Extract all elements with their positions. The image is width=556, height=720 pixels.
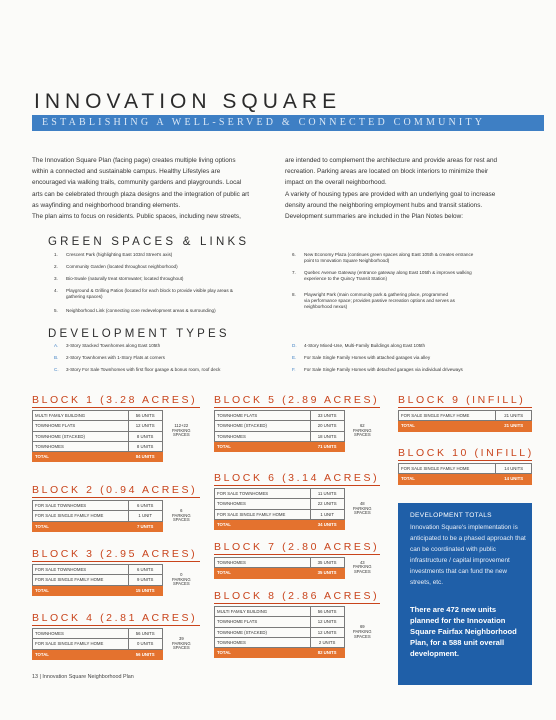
development-totals-box [398, 503, 532, 685]
item-text: Playground & Grilling Patios (located for each block to provide visible play areas & [66, 288, 233, 293]
block-4-table [32, 628, 200, 660]
item-text: Quebec Avenue Gateway (entrance gateway along East 105th & improves walking [304, 270, 472, 275]
block-7-rule [214, 554, 380, 555]
unit-type: FOR SALE SINGLE FAMILY HOME [399, 464, 496, 474]
unit-type: MULTI FAMILY BUILDING [33, 411, 129, 421]
dev-type-item [54, 343, 160, 348]
unit-count: 21 UNITS [496, 411, 532, 421]
item-number: 4. [54, 288, 58, 293]
block-10-title: BLOCK 10 (INFILL) [398, 447, 534, 459]
unit-count: 56 UNITS [128, 411, 162, 421]
unit-count: 18 UNITS [310, 431, 344, 441]
total-label: TOTAL [33, 521, 129, 531]
unit-count: 35 UNITS [310, 558, 344, 568]
unit-count: 1 UNIT [128, 511, 162, 521]
dev-type-letter: D. [292, 343, 297, 348]
dev-type-item [54, 367, 220, 372]
total-count: 56 UNITS [128, 649, 162, 659]
table-row [399, 411, 532, 421]
unit-type: FOR SALE SINGLE FAMILY HOME [33, 639, 129, 649]
item-text: point to Innovation Square Neighborhood) [304, 258, 390, 263]
subtitle-text: ESTABLISHING A WELL-SERVED & CONNECTED COMMUNITY [42, 117, 486, 128]
total-label: TOTAL [215, 648, 311, 658]
parking-label: PARKING [353, 628, 372, 634]
dev-type-text: For Sale Single Family Homes with detached garages via individual driveways [304, 367, 463, 372]
parking-spaces [344, 411, 380, 452]
table-row [33, 565, 201, 575]
dev-type-item [292, 367, 463, 372]
block-4-rule [32, 625, 200, 626]
parking-label: PARKING [172, 512, 191, 518]
total-count: 15 UNITS [128, 585, 162, 595]
block-6-rule [214, 485, 380, 486]
item-number: 7. [292, 270, 296, 275]
total-label: TOTAL [33, 585, 129, 595]
parking-count: 43 [359, 559, 365, 565]
development-totals-heading: DEVELOPMENT TOTALS [410, 512, 492, 519]
item-number: 2. [54, 264, 58, 269]
total-label: TOTAL [215, 441, 311, 451]
dev-type-text: 3-Story For Sale Townhomes with first floor garage & bonus room, roof deck [66, 367, 221, 372]
parking-spaces [162, 565, 200, 596]
unit-count: 0 UNITS [128, 639, 162, 649]
block-7-table [214, 557, 380, 579]
parking-label: PARKING [353, 505, 372, 511]
intro-line: The Innovation Square Plan (facing page) creates multiple living options [32, 157, 236, 164]
dev-type-item [292, 343, 425, 348]
block-9-title: BLOCK 9 (INFILL) [398, 394, 526, 406]
total-label: TOTAL [399, 474, 496, 484]
unit-count: 11 UNITS [310, 489, 344, 499]
parking-count: 0 [180, 571, 183, 577]
green-spaces-heading: GREEN SPACES & LINKS [48, 236, 250, 248]
table-row [215, 558, 381, 568]
unit-type: MULTI FAMILY BUILDING [215, 607, 311, 617]
block-3-rule [32, 561, 200, 562]
parking-label: SPACES [353, 432, 371, 438]
green-item [54, 308, 284, 316]
unit-count: 9 UNITS [128, 575, 162, 585]
dev-type-text: 3-Story Stacked Townhomes along East 105th [66, 343, 161, 348]
unit-type: TOWNHOMES [215, 637, 311, 647]
parking-spaces [344, 607, 380, 658]
parking-count: 62 [359, 422, 365, 428]
parking-label: SPACES [172, 581, 190, 587]
intro-line: within a connected and sustainable campus. Healthy Lifestyles are [32, 168, 221, 176]
intro-left [32, 155, 272, 222]
item-text: Playwright Park (main community park & gathering place, programmed [304, 292, 448, 297]
unit-count: 8 UNITS [128, 431, 162, 441]
development-totals-highlight: There are 472 new units planned for the Innovation Square Fairfax Neighborhood Plan, for a 588 unit overall development. [410, 605, 517, 658]
unit-type: TOWNHOME FLATS [33, 421, 129, 431]
parking-count: 69 [359, 624, 365, 630]
total-label: TOTAL [33, 649, 129, 659]
parking-spaces [344, 489, 380, 530]
unit-type: FOR SALE TOWNHOMES [215, 489, 311, 499]
intro-line: arts can be celebrated through plaza designs and the integration of public art [32, 190, 250, 198]
unit-count: 6 UNITS [128, 565, 162, 575]
block-7-title: BLOCK 7 (2.80 ACRES) [214, 541, 380, 553]
subtitle-banner [32, 115, 544, 131]
unit-type: FOR SALE TOWNHOMES [33, 565, 129, 575]
block-9-rule [398, 407, 532, 408]
intro-line: impact on the overall neighborhood. [285, 179, 387, 187]
dev-type-item [54, 355, 165, 360]
dev-type-letter: C. [54, 367, 59, 372]
dev-type-letter: F. [292, 367, 296, 372]
item-text: Bio-Swale (naturally treat stormwater; located throughout) [66, 276, 184, 281]
parking-spaces [162, 501, 200, 532]
block-1-rule [32, 407, 200, 408]
block-2-rule [32, 497, 200, 498]
total-label: TOTAL [215, 519, 311, 529]
parking-spaces [162, 411, 200, 452]
green-item [54, 276, 284, 284]
block-8-title: BLOCK 8 (2.86 ACRES) [214, 590, 380, 602]
unit-type: FOR SALE SINGLE FAMILY HOME [215, 509, 311, 519]
unit-count: 12 UNITS [310, 617, 344, 627]
dev-type-item [292, 355, 430, 360]
block-10-table [398, 463, 532, 485]
item-text: New Economy Plaza (continues green spaces along East 105th & creates entrance [304, 252, 474, 257]
unit-type: TOWNHOME (STACKED) [215, 421, 311, 431]
parking-label: SPACES [353, 510, 371, 516]
intro-line: The plan aims to focus on residents. Public spaces, including new streets, [32, 213, 241, 221]
item-number: 1. [54, 252, 58, 257]
dev-type-letter: E. [292, 355, 297, 360]
unit-count: 20 UNITS [310, 421, 344, 431]
green-item [54, 252, 284, 260]
intro-line: Development summaries are included in the Plan Notes below: [285, 213, 463, 221]
dev-type-letter: A. [54, 343, 59, 348]
item-number: 6. [292, 252, 296, 257]
development-totals-body: Innovation Square's implementation is anticipated to be a phased approach that can be coordinated with public infrastructure / capital improvement investments that can fund the new streets, etc. [410, 524, 526, 586]
parking-label: PARKING [353, 564, 372, 570]
item-number: 8. [292, 292, 296, 297]
unit-type: FOR SALE SINGLE FAMILY HOME [33, 575, 129, 585]
item-text: Neighborhood Link (connecting core redevelopment areas & surrounding) [66, 308, 216, 313]
item-text: Crescent Park (highlighting East 103rd Street's axis) [66, 252, 173, 257]
table-row [33, 501, 201, 511]
parking-label: PARKING [172, 427, 191, 433]
total-count: 7 UNITS [128, 521, 162, 531]
intro-right [285, 155, 535, 222]
block-5-table [214, 410, 380, 452]
unit-type: TOWNHOME FLATS [215, 411, 311, 421]
dev-type-text: For Sale Single Family Homes with attached garages via alley [304, 355, 431, 360]
parking-spaces [344, 558, 380, 579]
parking-label: SPACES [353, 633, 371, 639]
dev-type-text: 4-Story Mixed-Use, Multi-Family Buildings along East 105th [304, 343, 426, 348]
unit-type: TOWNHOMES [215, 558, 311, 568]
block-10-rule [398, 460, 532, 461]
unit-type: TOWNHOMES [33, 629, 129, 639]
table-row [215, 411, 381, 421]
total-label: TOTAL [215, 568, 311, 578]
green-item [292, 252, 532, 266]
green-item [54, 288, 284, 302]
block-5-rule [214, 407, 380, 408]
item-number: 5. [54, 308, 58, 313]
parking-label: SPACES [172, 645, 190, 651]
block-8-table [214, 606, 380, 658]
parking-label: PARKING [172, 640, 191, 646]
block-5-title: BLOCK 5 (2.89 ACRES) [214, 394, 380, 406]
total-count: 34 UNITS [310, 519, 344, 529]
unit-count: 2 UNITS [310, 637, 344, 647]
block-2-table [32, 500, 200, 532]
unit-count: 1 UNIT [310, 509, 344, 519]
item-number: 3. [54, 276, 58, 281]
parking-spaces [162, 629, 200, 660]
total-label: TOTAL [399, 421, 496, 431]
total-label: TOTAL [33, 452, 129, 462]
total-count: 35 UNITS [310, 568, 344, 578]
block-6-table [214, 488, 380, 530]
item-text: experience to the Quincy Transit Station) [304, 276, 387, 281]
block-1-table [32, 410, 200, 462]
intro-line: encouraged via walking trails, community gardens and playgrounds. Local [32, 179, 242, 187]
green-item [292, 292, 532, 312]
block-4-title: BLOCK 4 (2.81 ACRES) [32, 612, 198, 624]
block-6-title: BLOCK 6 (3.14 ACRES) [214, 472, 380, 484]
intro-line: density around the neighboring employment hubs and transit stations. [285, 201, 483, 209]
table-row [399, 464, 532, 474]
parking-count: 112+22 [174, 422, 189, 428]
parking-label: SPACES [172, 517, 190, 523]
unit-type: TOWNHOMES [215, 431, 311, 441]
total-count: 84 UNITS [128, 452, 162, 462]
parking-count: 6 [180, 507, 183, 513]
unit-type: FOR SALE SINGLE FAMILY HOME [33, 511, 129, 521]
total-count: 14 UNITS [496, 474, 532, 484]
item-text: gathering spaces) [66, 294, 103, 299]
unit-type: FOR SALE TOWNHOMES [33, 501, 129, 511]
total-count: 82 UNITS [310, 648, 344, 658]
block-3-title: BLOCK 3 (2.95 ACRES) [32, 548, 198, 560]
total-row [399, 474, 532, 484]
item-text: via performance space; provides passive recreation options and serves as [304, 298, 455, 303]
unit-count: 56 UNITS [128, 629, 162, 639]
parking-label: SPACES [172, 432, 190, 438]
total-row [33, 452, 201, 462]
dev-type-text: 2-Story Townhomes with 1-Story Flats at corners [66, 355, 165, 360]
unit-type: TOWNHOMES [215, 499, 311, 509]
item-text: neighborhood nexus) [304, 304, 348, 309]
intro-line: A variety of housing types are provided with an underlying goal to increase [285, 190, 496, 198]
total-count: 21 UNITS [496, 421, 532, 431]
table-row [215, 489, 381, 499]
development-types-heading: DEVELOPMENT TYPES [48, 328, 230, 340]
spacer [162, 452, 200, 462]
unit-type: TOWNHOME FLATS [215, 617, 311, 627]
unit-count: 12 UNITS [310, 627, 344, 637]
unit-type: TOWNHOME (STACKED) [215, 627, 311, 637]
green-item [292, 270, 532, 284]
green-item [54, 264, 284, 272]
unit-count: 8 UNITS [128, 441, 162, 451]
parking-label: PARKING [172, 576, 191, 582]
table-row [33, 629, 201, 639]
unit-count: 14 UNITS [496, 464, 532, 474]
intro-line: as wayfinding and neighborhood branding elements. [32, 201, 181, 209]
unit-type: TOWNHOME (STACKED) [33, 431, 129, 441]
unit-count: 6 UNITS [128, 501, 162, 511]
block-9-table [398, 410, 532, 432]
block-1-title: BLOCK 1 (3.28 ACRES) [32, 394, 198, 406]
parking-label: PARKING [353, 427, 372, 433]
unit-count: 33 UNITS [310, 411, 344, 421]
unit-type: TOWNHOMES [33, 441, 129, 451]
unit-type: FOR SALE SINGLE FAMILY HOME [399, 411, 496, 421]
dev-type-letter: B. [54, 355, 59, 360]
block-3-table [32, 564, 200, 596]
item-text: Community Garden (located throughout neighborhood) [66, 264, 178, 269]
intro-line: are intended to complement the architecture and provide areas for rest and [285, 157, 498, 164]
table-row [215, 607, 381, 617]
parking-count: 48 [359, 500, 365, 506]
page-footer: 13 | Innovation Square Neighborhood Plan [32, 674, 134, 680]
total-count: 71 UNITS [310, 441, 344, 451]
parking-count: 39 [178, 635, 184, 641]
block-2-title: BLOCK 2 (0.94 ACRES) [32, 484, 198, 496]
intro-line: recreation. Parking areas are located on block interiors to minimize their [285, 168, 489, 176]
block-8-rule [214, 603, 380, 604]
total-row [399, 421, 532, 431]
parking-label: SPACES [353, 569, 371, 575]
page-title: INNOVATION SQUARE [34, 90, 342, 113]
unit-count: 22 UNITS [310, 499, 344, 509]
table-row [33, 411, 201, 421]
unit-count: 12 UNITS [128, 421, 162, 431]
unit-count: 56 UNITS [310, 607, 344, 617]
